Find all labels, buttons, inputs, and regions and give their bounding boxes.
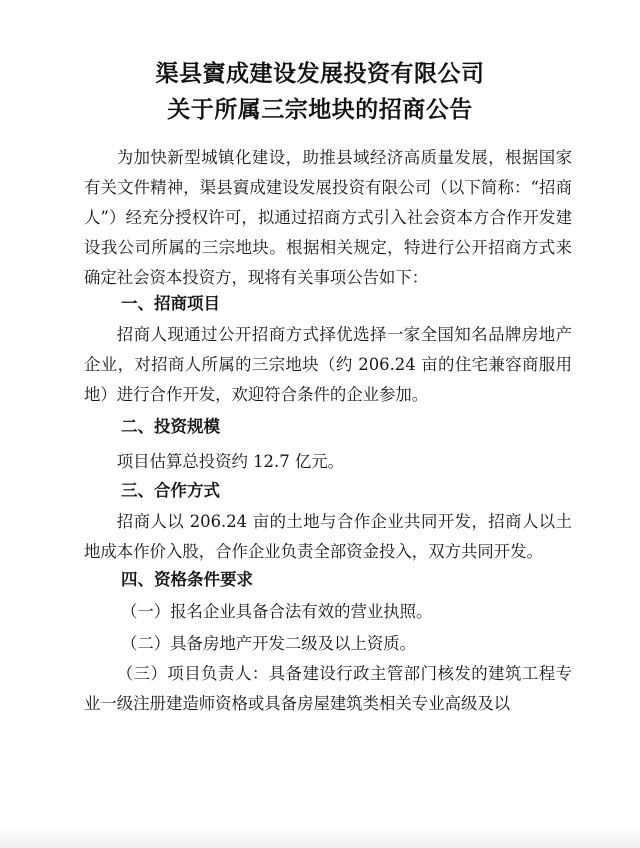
- document-title-line-1: 渠县賨成建设发展投资有限公司: [155, 61, 485, 88]
- requirement-item-1: （一）报名企业具备合法有效的营业执照。: [121, 602, 433, 621]
- requirement-item-3: （三）项目负责人：具备建设行政主管部门核发的建筑工程专业一级注册建造师资格或具备房屋建筑类相关专业高级及以: [84, 664, 572, 713]
- section-heading-4: 四、资格条件要求: [121, 570, 253, 589]
- page-bottom-edge: [0, 826, 640, 848]
- section-heading-1: 一、招商项目: [121, 294, 220, 313]
- section-heading-3: 三、合作方式: [121, 481, 220, 500]
- section-1-paragraph: 招商人现通过公开招商方式择优选择一家全国知名品牌房地产企业，对招商人所属的三宗地块（约 206.24 亩的住宅兼容商服用地）进行合作开发，欢迎符合条件的企业参加。: [84, 325, 572, 404]
- section-heading-2: 二、投资规模: [121, 417, 220, 436]
- section-2-paragraph: 项目估算总投资约 12.7 亿元。: [116, 452, 345, 471]
- section-3-paragraph: 招商人以 206.24 亩的土地与合作企业共同开发，招商人以土地成本作价入股，合作企业负责全部资金投入，双方共同开发。: [84, 512, 572, 561]
- intro-paragraph: 为加快新型城镇化建设，助推县域经济高质量发展，根据国家有关文件精神，渠县賨成建设发展投资有限公司（以下简称：“招商人”）经充分授权许可，拟通过招商方式引入社会资本方合作开发建设我公司所属的三宗地块。根据相关规定，特进行公开招商方式来确定社会资本投资方，现将有关事项公告如下：: [84, 148, 572, 287]
- document-title-line-2: 关于所属三宗地块的招商公告: [167, 97, 473, 124]
- requirement-item-2: （二）具备房地产开发二级及以上资质。: [121, 634, 417, 653]
